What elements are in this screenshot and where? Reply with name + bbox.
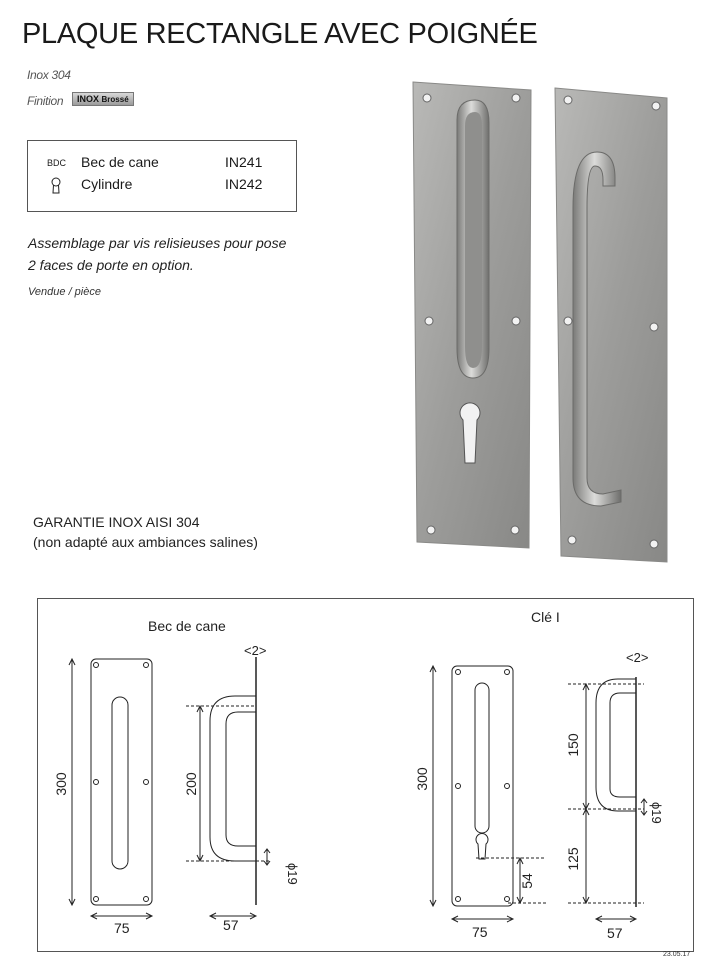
depth-label: 57	[607, 925, 623, 941]
product-photo	[405, 78, 675, 568]
handle-profile	[596, 679, 636, 811]
drawing-title-right: Clé I	[531, 609, 560, 625]
page-title: PLAQUE RECTANGLE AVEC POIGNÉE	[22, 18, 538, 50]
reference-code: IN242	[225, 176, 263, 192]
width-label: 75	[114, 920, 130, 936]
lower-label: 125	[565, 847, 581, 871]
plate-outline	[91, 659, 152, 905]
height-label: 300	[53, 772, 69, 796]
reference-code: IN241	[225, 154, 263, 170]
description-line: Assemblage par vis relisieuses pour pose	[28, 235, 287, 251]
key-label: 54	[519, 873, 535, 889]
spacing-label: 200	[183, 772, 199, 796]
sold-by-label: Vendue / pièce	[28, 286, 101, 298]
material-label: Inox 304	[27, 68, 71, 82]
guarantee-line: GARANTIE INOX AISI 304	[33, 514, 200, 530]
technical-drawing	[37, 598, 694, 952]
reference-label: Cylindre	[81, 176, 133, 192]
thickness-label: <2>	[244, 643, 267, 658]
reference-table	[27, 140, 297, 212]
keyhole-icon	[50, 177, 62, 197]
handle-profile	[210, 696, 256, 861]
height-label: 300	[414, 767, 430, 791]
drawing-canvas	[38, 599, 693, 951]
width-label: 75	[472, 924, 488, 940]
finish-badge-sub: Brossé	[101, 95, 129, 104]
finish-label: Finition	[27, 94, 64, 108]
description-line: 2 faces de porte en option.	[28, 257, 194, 273]
guarantee-line: (non adapté aux ambiances salines)	[33, 534, 258, 550]
drawing-title-left: Bec de cane	[148, 618, 226, 634]
keyhole-icon	[476, 834, 488, 859]
diameter-label: ϕ19	[649, 802, 664, 824]
date-stamp: 23.05.17	[663, 951, 691, 958]
reference-label: Bec de cane	[81, 154, 159, 170]
diameter-label: ϕ19	[285, 863, 300, 885]
upper-label: 150	[565, 733, 581, 757]
depth-label: 57	[223, 917, 239, 933]
plate-outline	[452, 666, 513, 906]
text-icon: BDC	[47, 158, 67, 168]
thickness-label: <2>	[626, 650, 649, 665]
finish-badge-main: INOX	[77, 94, 100, 104]
finish-badge	[72, 92, 134, 106]
handle-outline	[112, 697, 128, 869]
